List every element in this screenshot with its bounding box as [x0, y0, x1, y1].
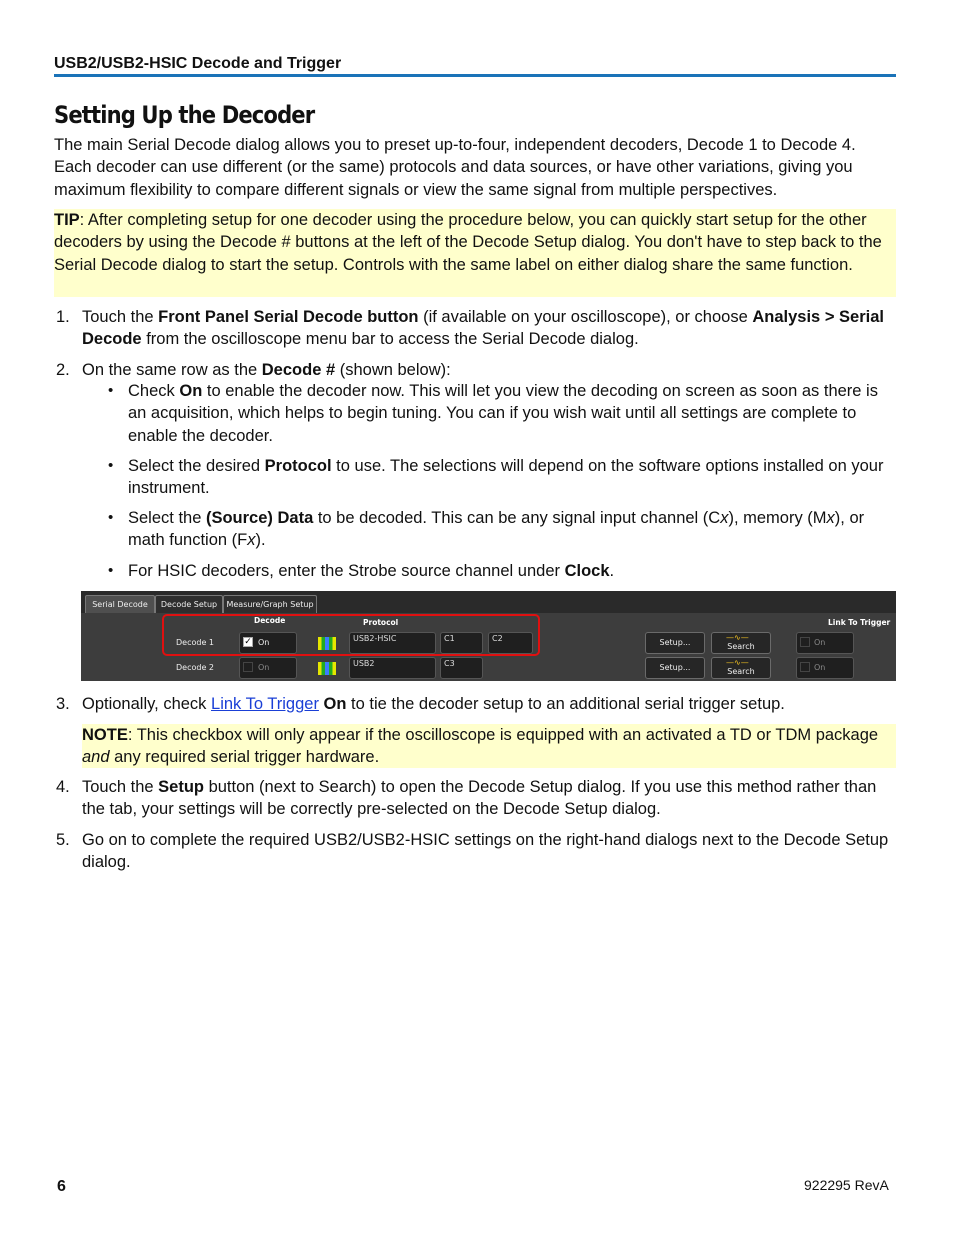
bullet-text: ), memory (M	[728, 509, 827, 527]
note-italic: and	[82, 748, 110, 767]
decode-1-protocol-select[interactable]: USB2-HSIC	[349, 632, 436, 654]
step-number: 1.	[56, 308, 70, 326]
search-label: Search	[727, 642, 755, 651]
bullet-dot: •	[108, 562, 114, 579]
note-label: NOTE	[82, 726, 128, 744]
step-number: 5.	[56, 831, 70, 849]
tip-label: TIP	[54, 211, 80, 229]
section-heading: Setting Up the Decoder	[54, 101, 315, 129]
bullet-text: .	[609, 562, 615, 580]
decode-2-link-on-label: On	[814, 663, 826, 672]
bullet-text: Check	[128, 382, 180, 400]
tab-serial-decode[interactable]: Serial Decode	[85, 595, 155, 614]
step-bold: Front Panel Serial Decode button	[158, 308, 419, 326]
decode-1-on-checkbox[interactable]: ✓	[244, 637, 252, 647]
decode-2-on-label: On	[258, 663, 270, 672]
column-header-link-to-trigger: Link To Trigger	[828, 618, 891, 627]
bullet-bold: Protocol	[264, 457, 332, 475]
tab-decode-setup[interactable]: Decode Setup	[155, 595, 223, 614]
intro-paragraph: The main Serial Decode dialog allows you to preset up-to-four, independent decoders, Decode 1 to Decode 4. Each decoder can use different (or the same) protocols and data sources, or have other variations, giving you maximum flexibility to compare different signals or view the same signal from multiple perspectives.	[54, 136, 856, 199]
bullet-text: For HSIC decoders, enter the Strobe source channel under	[128, 562, 565, 580]
bullet-bold: (Source) Data	[205, 509, 314, 527]
dialog-tab-bar	[81, 591, 896, 613]
step-bold: Analysis > Serial Decode	[82, 308, 884, 349]
step-text: Touch the	[82, 308, 159, 326]
bullet-text: ).	[255, 531, 266, 550]
step-text: Touch the	[82, 778, 159, 796]
bullet-text: Select the	[128, 509, 206, 527]
bullet-text: to enable the decoder now. This will let you view the decoding on screen as soon as there is an acquisition, which helps to begin tuning. You can if you wish wait until all settings are complete to enable the decoder.	[128, 382, 878, 445]
decode-1-label: Decode 1	[176, 638, 215, 647]
decode-2-link-to-trigger-checkbox[interactable]	[800, 662, 810, 672]
step-text: Optionally, check	[82, 695, 212, 713]
step-bold: Setup	[158, 778, 204, 796]
link-to-trigger-link[interactable]: Link To Trigger	[211, 695, 319, 713]
step-bold: On	[318, 695, 347, 713]
search-label: Search	[727, 667, 755, 676]
column-header-protocol: Protocol	[363, 618, 399, 627]
decode-2-on-checkbox[interactable]	[243, 662, 253, 672]
decode-1-search-button[interactable]	[711, 632, 771, 654]
header-rule	[54, 74, 896, 77]
document-number: 922295 RevA	[804, 1177, 889, 1193]
decode-1-data-source[interactable]: C1	[440, 632, 483, 654]
decode-2-search-button[interactable]	[711, 657, 771, 679]
serial-decode-dialog-screenshot	[81, 591, 896, 681]
decode-1-link-on-label: On	[814, 638, 826, 647]
note-text: any required serial trigger hardware.	[109, 748, 380, 767]
decode-2-label: Decode 2	[176, 663, 215, 672]
bullet-bold: On	[179, 382, 203, 400]
running-header-title: USB2/USB2-HSIC Decode and Trigger	[54, 55, 342, 72]
bullet-dot: •	[108, 382, 114, 399]
decode-2-color-icon[interactable]	[318, 662, 336, 675]
bullet-text: ), or math function (F	[128, 509, 865, 550]
highlight-box	[162, 614, 540, 656]
step-text: to tie the decoder setup to an additional serial trigger setup.	[346, 695, 785, 713]
step-text: (if available on your oscilloscope), or choose	[418, 308, 753, 326]
bullet-italic: x	[720, 509, 729, 527]
tab-measure-graph-setup[interactable]: Measure/Graph Setup	[223, 595, 317, 614]
decode-1-clock-source[interactable]: C2	[488, 632, 533, 654]
bullet-text: to use. The selections will depend on the software options installed on your instrument.	[128, 457, 884, 498]
note-text: : This checkbox will only appear if the oscilloscope is equipped with an activated a TD or TDM package	[127, 726, 879, 744]
bullet-dot: •	[108, 509, 114, 526]
bullet-text: Select the desired	[128, 457, 265, 475]
page-number: 6	[57, 1178, 66, 1195]
step-number: 4.	[56, 778, 70, 796]
search-wave-icon: —∿—	[726, 658, 749, 667]
decode-1-on-label: On	[258, 638, 270, 647]
column-header-decode: Decode	[254, 616, 286, 625]
step-number: 3.	[56, 695, 70, 713]
decode-1-link-to-trigger-checkbox[interactable]	[800, 637, 810, 647]
bullet-italic: x	[826, 509, 835, 527]
bullet-text: to be decoded. This can be any signal input channel (C	[313, 509, 721, 527]
step-text: button (next to Search) to open the Decode Setup dialog. If you use this method rather than the tab, your settings will be correctly pre-selected on the Decode Setup dialog.	[82, 778, 877, 819]
note-box	[82, 724, 896, 768]
step-number: 2.	[56, 361, 70, 379]
bullet-bold: Clock	[564, 562, 610, 580]
step-text: (shown below):	[335, 361, 451, 379]
step-text: Go on to complete the required USB2/USB2-HSIC settings on the right-hand dialogs next to the Decode Setup dialog.	[82, 831, 889, 872]
decode-1-setup-button[interactable]: Setup...	[645, 632, 705, 654]
decode-2-setup-button[interactable]: Setup...	[645, 657, 705, 679]
tip-box	[54, 209, 896, 297]
step-text: On the same row as the	[82, 361, 262, 379]
search-wave-icon: —∿—	[726, 633, 749, 642]
decode-2-data-source[interactable]: C3	[440, 657, 483, 679]
bullet-dot: •	[108, 457, 114, 474]
tip-text: : After completing setup for one decoder using the procedure below, you can quickly start setup for the other decoders by using the Decode # buttons at the left of the Decode Setup dialog. You don't have to step back to the Serial Decode dialog to start the setup. Controls with the same label on either dialog share the same function.	[54, 211, 882, 274]
bullet-italic: x	[247, 531, 256, 550]
step-bold: Decode #	[261, 361, 336, 379]
step-text: from the oscilloscope menu bar to access the Serial Decode dialog.	[141, 330, 639, 349]
decode-2-protocol-select[interactable]: USB2	[349, 657, 436, 679]
